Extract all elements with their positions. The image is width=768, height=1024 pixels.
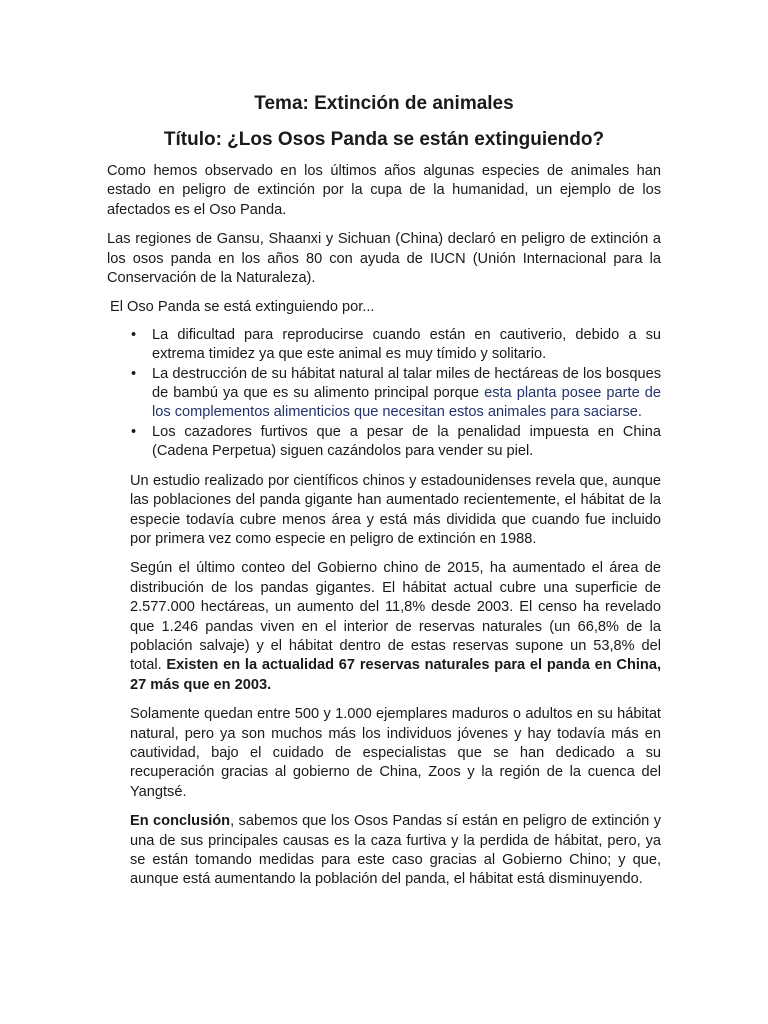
- intro-paragraph: Como hemos observado en los últimos años algunas especies de animales han estado en peligro de extinción por la cupa de la humanidad, un ejemplo de los afectados es el Oso Panda.: [107, 163, 661, 218]
- bullet-icon: •: [131, 365, 137, 382]
- list-item-text: Los cazadores furtivos que a pesar de la penalidad impuesta en China (Cadena Perpetua) siguen cazándolos para vender su piel.: [152, 423, 661, 460]
- topic-heading: Tema: Extinción de animales: [254, 93, 514, 114]
- conclusion-label: En conclusión: [130, 813, 231, 830]
- list-item-text: La destrucción de su hábitat natural al talar miles de hectáreas de los bosques de bambú ya que es su alimento principal porque: [152, 365, 661, 402]
- causes-list: [107, 326, 661, 462]
- indented-section: [130, 472, 661, 890]
- list-item-text: La dificultad para reproducirse cuando están en cautiverio, debido a su extrema timidez ya que este animal es muy tímido y solitario.: [152, 326, 661, 363]
- census-text: Según el último conteo del Gobierno chino de 2015, ha aumentado el área de distribución de los pandas gigantes. El hábitat actual cubre una superficie de 2.577.000 hectáreas, un aumento del 11,8% desde 2003. El censo ha revelado que 1.246 pandas viven en el interior de reservas naturales (un 66,8% de la población salvaje) y el hábitat dentro de estas reservas supone un 53,8% del total.: [130, 560, 661, 674]
- list-item: [131, 423, 661, 462]
- census-paragraph: [130, 559, 661, 695]
- regions-paragraph: Las regiones de Gansu, Shaanxi y Sichuan (China) declaró en peligro de extinción a los osos panda en los años 80 con ayuda de IUCN (Unión Internacional para la Conservación de la Naturaleza).: [107, 231, 661, 287]
- conclusion-text: , sabemos que los Osos Pandas sí están en peligro de extinción y una de sus principales causas es la caza furtiva y la perdida de hábitat, pero, ya se están tomando medidas para este caso gracias al Gobierno Chino; y que, aunque está aumentando la población del panda, el hábitat está disminuyendo.: [130, 813, 662, 888]
- list-item: [131, 326, 661, 365]
- causes-lead: El Oso Panda se está extinguiendo por...: [110, 299, 375, 316]
- document-body: [107, 162, 661, 900]
- document-title: Título: ¿Los Osos Panda se están extinguiendo?: [163, 129, 605, 150]
- reserves-highlight: Existen en la actualidad 67 reservas naturales para el panda en China, 27 más que en 2003.: [130, 657, 661, 693]
- list-item: [131, 365, 662, 423]
- bullet-icon: •: [131, 423, 137, 440]
- highlighted-text-link[interactable]: esta planta posee parte de los complementos alimenticios que necesitan estos animales para saciarse.: [152, 385, 662, 421]
- bullet-icon: •: [131, 326, 137, 343]
- study-paragraph: Un estudio realizado por científicos chinos y estadounidenses revela que, aunque las poblaciones del panda gigante han aumentado recientemente, el hábitat de la especie todavía cubre menos área y está más dividida que cuando fue incluido por primera vez como especie en peligro de extinción en 1988.: [130, 472, 661, 547]
- conclusion-paragraph: [130, 812, 661, 890]
- population-paragraph: Solamente quedan entre 500 y 1.000 ejemplares maduros o adultos en su hábitat natural, pero ya son muchos más los individuos jóvenes y hay todavía más en cautividad, bajo el cuidado de especialistas que se han dedicado a su recuperación gracias al gobierno de China, Zoos y la región de la cuenca del Yangtsé.: [130, 706, 661, 800]
